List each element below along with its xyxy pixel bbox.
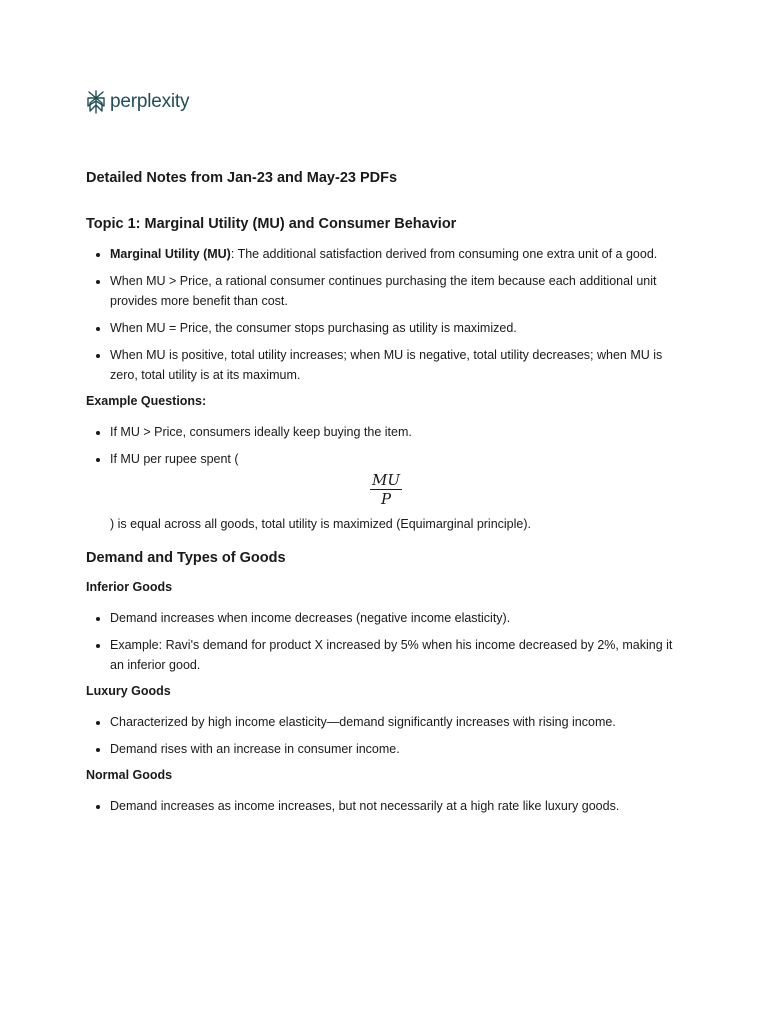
luxury-goods-heading: Luxury Goods xyxy=(86,684,171,698)
inferior-goods-list xyxy=(86,608,686,675)
mu-per-price-fraction xyxy=(370,471,402,508)
list-item: • Demand increases when income decreases (negative income elasticity). xyxy=(110,608,686,628)
document-body xyxy=(86,168,686,823)
term-definition: : The additional satisfaction derived from consuming one extra unit of a good. xyxy=(230,247,658,261)
brand-name: perplexity xyxy=(110,91,190,112)
list-item: • Demand increases as income increases, but not necessarily at a high rate like luxury goods. xyxy=(110,796,686,816)
example-text-before: If MU per rupee spent ( xyxy=(110,452,239,466)
demand-heading: Demand and Types of Goods xyxy=(86,550,286,566)
list-item: • Example: Ravi's demand for product X increased by 5% when his income decreased by 2%, making it an inferior good. xyxy=(110,635,686,675)
list-item: • Characterized by high income elasticity—demand significantly increases with rising income. xyxy=(110,712,686,732)
list-item: • When MU is positive, total utility increases; when MU is negative, total utility decreases; when MU is zero, total utility is at its maximum. xyxy=(110,345,686,385)
brand-logo xyxy=(86,90,189,114)
normal-goods-heading: Normal Goods xyxy=(86,768,173,782)
term-bold: Marginal Utility (MU) xyxy=(110,247,231,261)
example-text-after: ) is equal across all goods, total utility is maximized (Equimarginal principle). xyxy=(110,517,532,531)
list-item: • When MU > Price, a rational consumer continues purchasing the item because each additional unit provides more benefit than cost. xyxy=(110,271,686,311)
list-item: • When MU = Price, the consumer stops purchasing as utility is maximized. xyxy=(110,318,686,338)
luxury-goods-list xyxy=(86,712,686,759)
inferior-goods-heading: Inferior Goods xyxy=(86,580,173,594)
fraction-numerator: MU xyxy=(371,471,400,489)
math-fraction-block xyxy=(110,471,686,510)
fraction-denominator: P xyxy=(380,490,392,508)
topic1-list xyxy=(86,244,686,385)
list-item xyxy=(110,449,686,534)
list-item xyxy=(110,244,686,264)
normal-goods-list xyxy=(86,796,686,816)
example-questions-heading: Example Questions: xyxy=(86,394,207,408)
topic1-heading: Topic 1: Marginal Utility (MU) and Consumer Behavior xyxy=(86,216,457,232)
example-questions-list xyxy=(86,422,686,534)
document-title: Detailed Notes from Jan-23 and May-23 PDFs xyxy=(86,170,398,186)
list-item: • Demand rises with an increase in consumer income. xyxy=(110,739,686,759)
list-item: • If MU > Price, consumers ideally keep buying the item. xyxy=(110,422,686,442)
perplexity-logo-icon xyxy=(86,90,106,114)
